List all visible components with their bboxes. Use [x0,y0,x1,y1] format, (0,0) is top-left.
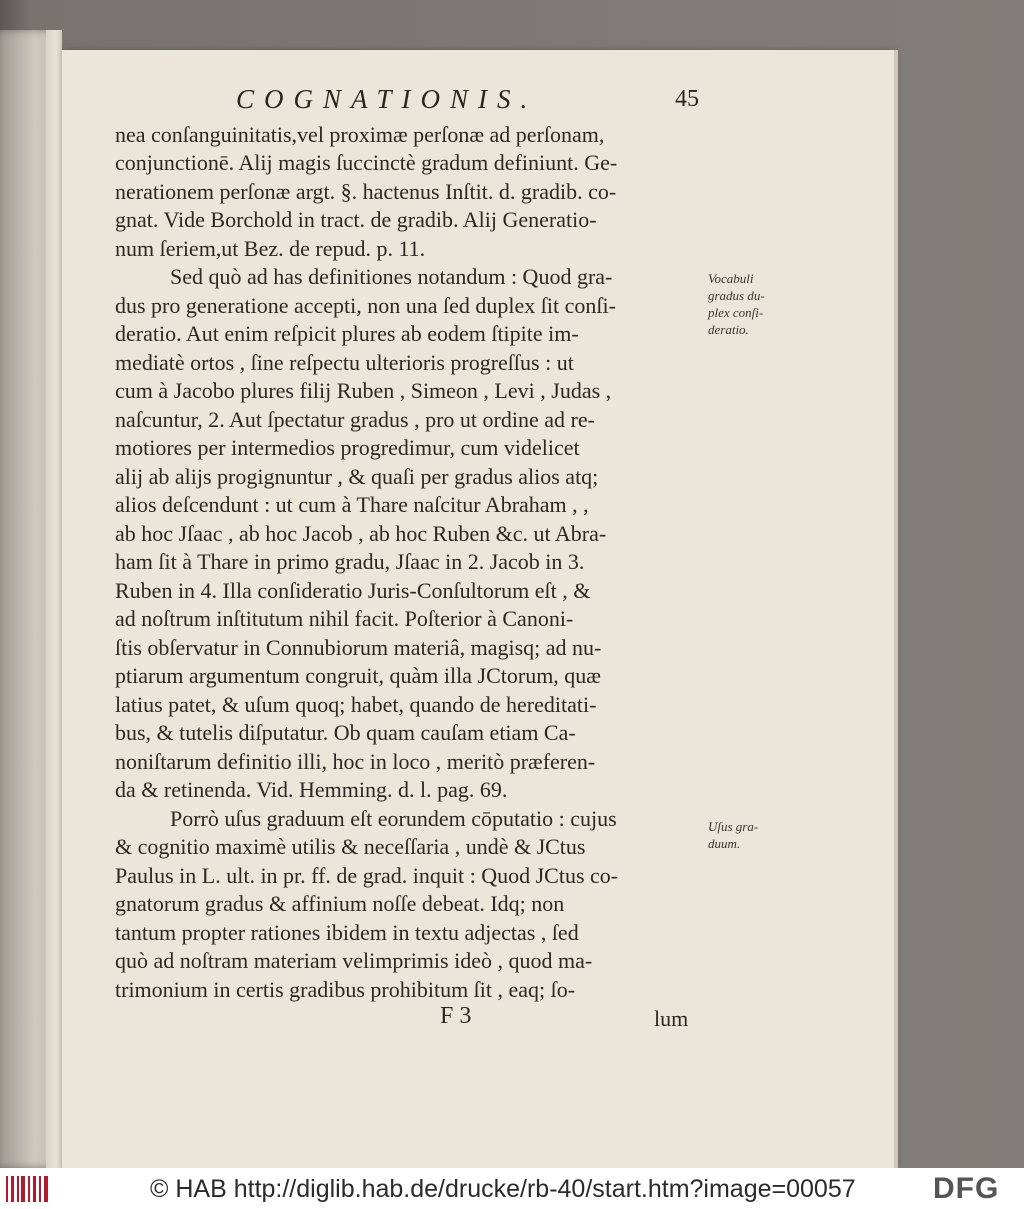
text-line: alios deſcendunt : ut cum à Thare naſcitur Abraham , , [115,492,589,517]
text-line: mediatè ortos , ſine reſpectu ulterioris progreſſus : ut [115,350,574,375]
catchword: lum [654,1006,689,1031]
text-line: num ſeriem,ut Bez. de repud. p. 11. [115,236,426,261]
marginal-line: duum. [708,836,741,851]
text-line: alij ab alijs progignuntur , & quaſi per gradus alios atq; [115,464,599,489]
footer-bar [0,1168,1024,1209]
text-line: ſtis obſervatur in Connubiorum materiâ, magisq; ad nu- [115,635,602,660]
text-line: da & retinenda. Vid. Hemming. d. l. pag. 69. [115,777,508,802]
page-fore-edge [46,30,62,1168]
marginal-line: deratio. [708,322,749,337]
text-line: trimonium in certis gradibus prohibitum ſit , eaq; ſo- [115,977,576,1002]
text-line: dus pro generatione accepti, non una ſed duplex ſit conſi- [115,293,616,318]
text-line: nerationem perſonæ argt. §. hactenus Inſtit. d. gradib. co- [115,179,617,204]
text-line: & cognitio maximè utilis & neceſſaria , undè & JCtus [115,834,586,859]
text-line: Ruben in 4. Illa conſideratio Juris-Conſultorum eſt , & [115,578,591,603]
text-line: cum à Jacobo plures filij Ruben , Simeon , Levi , Judas , [115,378,612,403]
text-line: ptiarum argumentum congruit, quàm illa JCtorum, quæ [115,663,601,688]
running-title: COGNATIONIS. [236,84,538,114]
marginal-line: Uſus gra- [708,819,759,834]
signature-mark: F 3 [440,1003,472,1029]
text-line: ham ſit à Thare in primo gradu, Jſaac in 2. Jacob in 3. [115,549,585,574]
hab-barcode-logo-icon [6,1174,52,1204]
text-line: conjunctionē. Alij magis ſuccinctè gradum definiunt. Ge- [115,150,618,175]
marginal-line: gradus du- [708,288,765,303]
text-line: ab hoc Jſaac , ab hoc Jacob , ab hoc Ruben &c. ut Abra- [115,521,607,546]
text-line: motiores per intermedios progredimur, cum videlicet [115,435,580,460]
page-number: 45 [675,86,699,112]
marginal-note-vocabuli [708,270,765,338]
dfg-logo: DFG [933,1172,1000,1205]
text-line: gnat. Vide Borchold in tract. de gradib. Alij Generatio- [115,207,597,232]
text-line: latius patet, & uſum quoq; habet, quando de hereditati- [115,692,597,717]
text-line: bus, & tutelis diſputatur. Ob quam cauſam etiam Ca- [115,720,576,745]
marginal-note-usus [708,818,758,852]
marginal-line: Vocabuli [708,271,754,286]
text-line: ad noſtrum inſtitutum nihil facit. Poſterior à Canoni- [115,606,574,631]
text-line: Paulus in L. ult. in pr. ff. de grad. inquit : Quod JCtus co- [115,863,619,888]
page-right-edge [894,50,898,1168]
text-line: quò ad noſtram materiam velimprimis ideò , quod ma- [115,948,593,973]
marginal-line: plex conſi- [708,305,764,320]
text-line: gnatorum gradus & affinium noſſe debeat. Idq; non [115,891,565,916]
text-line: naſcuntur, 2. Aut ſpectatur gradus , pro ut ordine ad re- [115,407,595,432]
text-line: deratio. Aut enim reſpicit plures ab eodem ſtipite im- [115,321,579,346]
text-line: Porrò uſus graduum eſt eorundem cōputatio : cujus [170,806,617,831]
text-line: Sed quò ad has definitiones notandum : Quod gra- [170,264,613,289]
text-line: tantum propter rationes ibidem in textu adjectas , ſed [115,920,579,945]
text-line: noniſtarum definitio illi, hoc in loco , meritò præferen- [115,749,596,774]
copyright-url[interactable]: © HAB http://diglib.hab.de/drucke/rb-40/start.htm?image=00057 [150,1175,856,1203]
text-line: nea conſanguinitatis,vel proximæ perſonæ ad perſonam, [115,122,605,147]
